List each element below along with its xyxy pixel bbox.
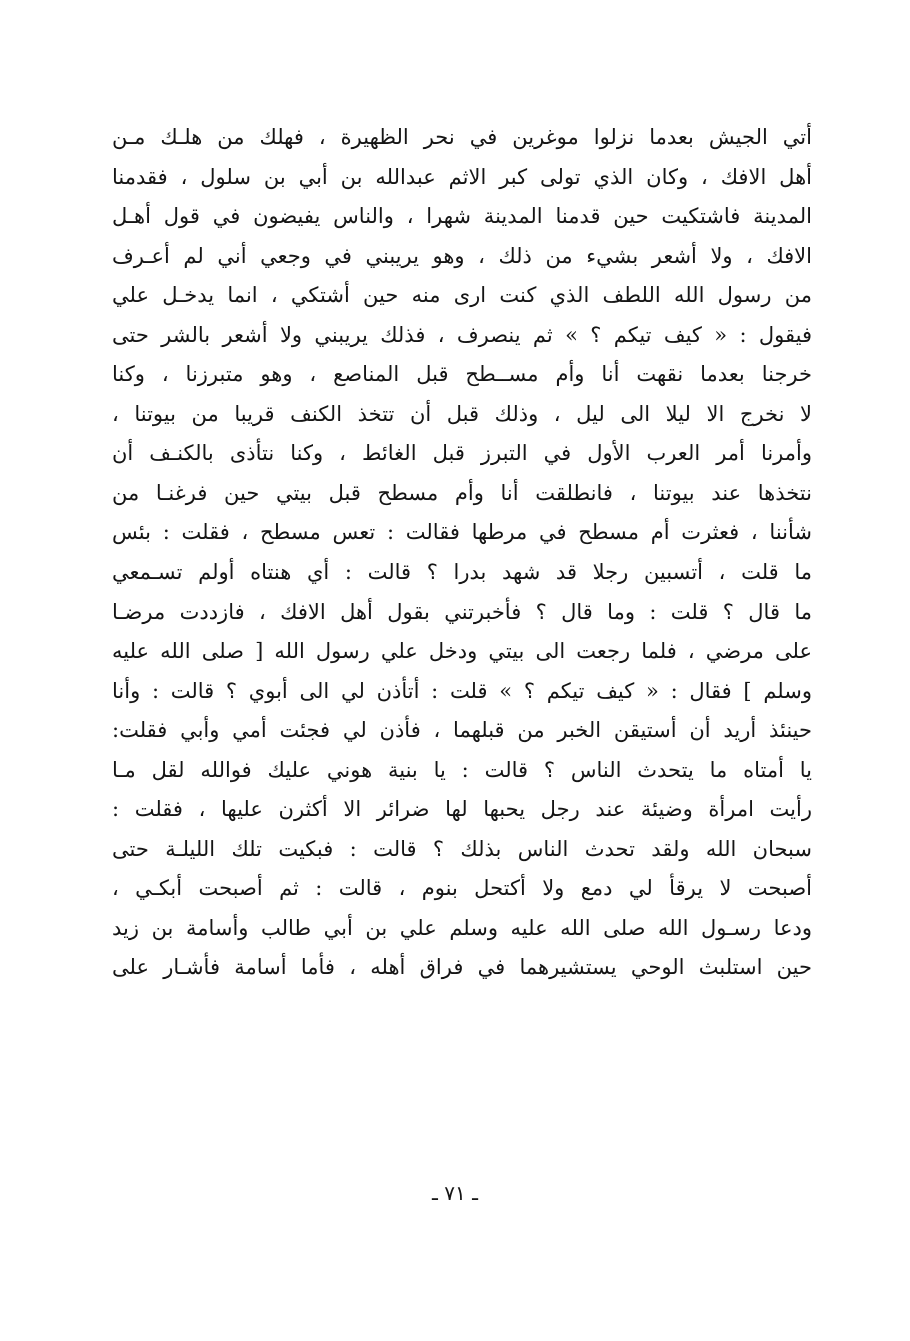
text-line: ودعا رسـول الله صلى الله عليه وسلم علي بن أبي طالب وأسامة بن زيد xyxy=(112,915,812,940)
text-line: نتخذها عند بيوتنا ، فانطلقت أنا وأم مسطح قبل بيتي حين فرغنـا من xyxy=(112,480,812,505)
text-line: أتي الجيش بعدما نزلوا موغرين في نحر الظهيرة ، فهلك من هلـك مـن xyxy=(112,125,812,149)
text-line: ما قال ؟ قلت : وما قال ؟ فأخبرتني بقول أهل الافك ، فازددت مرضـا xyxy=(112,599,812,624)
text-line: يا أمتاه ما يتحدث الناس ؟ قالت : يا بنية هوني عليك فوالله لقل مـا xyxy=(112,757,812,782)
text-line: رأيت امرأة وضيئة عند رجل يحبها لها ضرائر الا أكثرن عليها ، فقلت : xyxy=(112,797,812,822)
page-number: ـ ٧١ ـ xyxy=(432,1181,478,1205)
text-line: حينئذ أريد أن أستيقن الخبر من قبلهما ، فأذن لي فجئت أمي وأبي فقلت: xyxy=(112,718,812,743)
text-line: من رسول الله اللطف الذي كنت ارى منه حين أشتكي ، انما يدخـل علي xyxy=(112,283,812,308)
text-line: لا نخرج الا ليلا الى ليل ، وذلك قبل أن تتخذ الكنف قريبا من بيوتنا ، xyxy=(112,401,812,426)
text-line: فيقول : « كيف تيكم ؟ » ثم ينصرف ، فذلك يريبني ولا أشعر بالشر حتى xyxy=(112,322,812,347)
text-line: سبحان الله ولقد تحدث الناس بذلك ؟ قالت : فبكيت تلك الليلـة حتى xyxy=(112,836,812,861)
text-line: ما قلت ، أتسبين رجلا قد شهد بدرا ؟ قالت : أي هنتاه أولم تسـمعي xyxy=(112,560,812,585)
body-text xyxy=(112,118,812,988)
text-line: خرجنا بعدما نقهت أنا وأم مســطح قبل المناصع ، وهو متبرزنا ، وكنا xyxy=(112,362,812,387)
text-line: شأننا ، فعثرت أم مسطح في مرطها فقالت : تعس مسطح ، فقلت : بئس xyxy=(112,520,812,545)
text-line: وأمرنا أمر العرب الأول في التبرز قبل الغائط ، وكنا نتأذى بالكنـف أن xyxy=(112,441,812,466)
text-line: حين استلبث الوحي يستشيرهما في فراق أهله ، فأما أسامة فأشـار على xyxy=(112,955,812,980)
text-line: على مرضي ، فلما رجعت الى بيتي ودخل علي رسول الله [ صلى الله عليه xyxy=(112,639,812,664)
text-line: المدينة فاشتكيت حين قدمنا المدينة شهرا ، والناس يفيضون في قول أهـل xyxy=(112,204,812,229)
text-line: أهل الافك ، وكان الذي تولى كبر الاثم عبدالله بن أبي بن سلول ، فقدمنا xyxy=(112,164,812,189)
text-line: الافك ، ولا أشعر بشيء من ذلك ، وهو يريبني في وجعي أني لم أعـرف xyxy=(112,243,812,268)
text-line: أصبحت لا يرقأ لي دمع ولا أكتحل بنوم ، قالت : ثم أصبحت أبكـي ، xyxy=(112,876,812,901)
text-line: وسلم ] فقال : « كيف تيكم ؟ » قلت : أتأذن لي الى أبوي ؟ قالت : وأنا xyxy=(112,678,812,703)
